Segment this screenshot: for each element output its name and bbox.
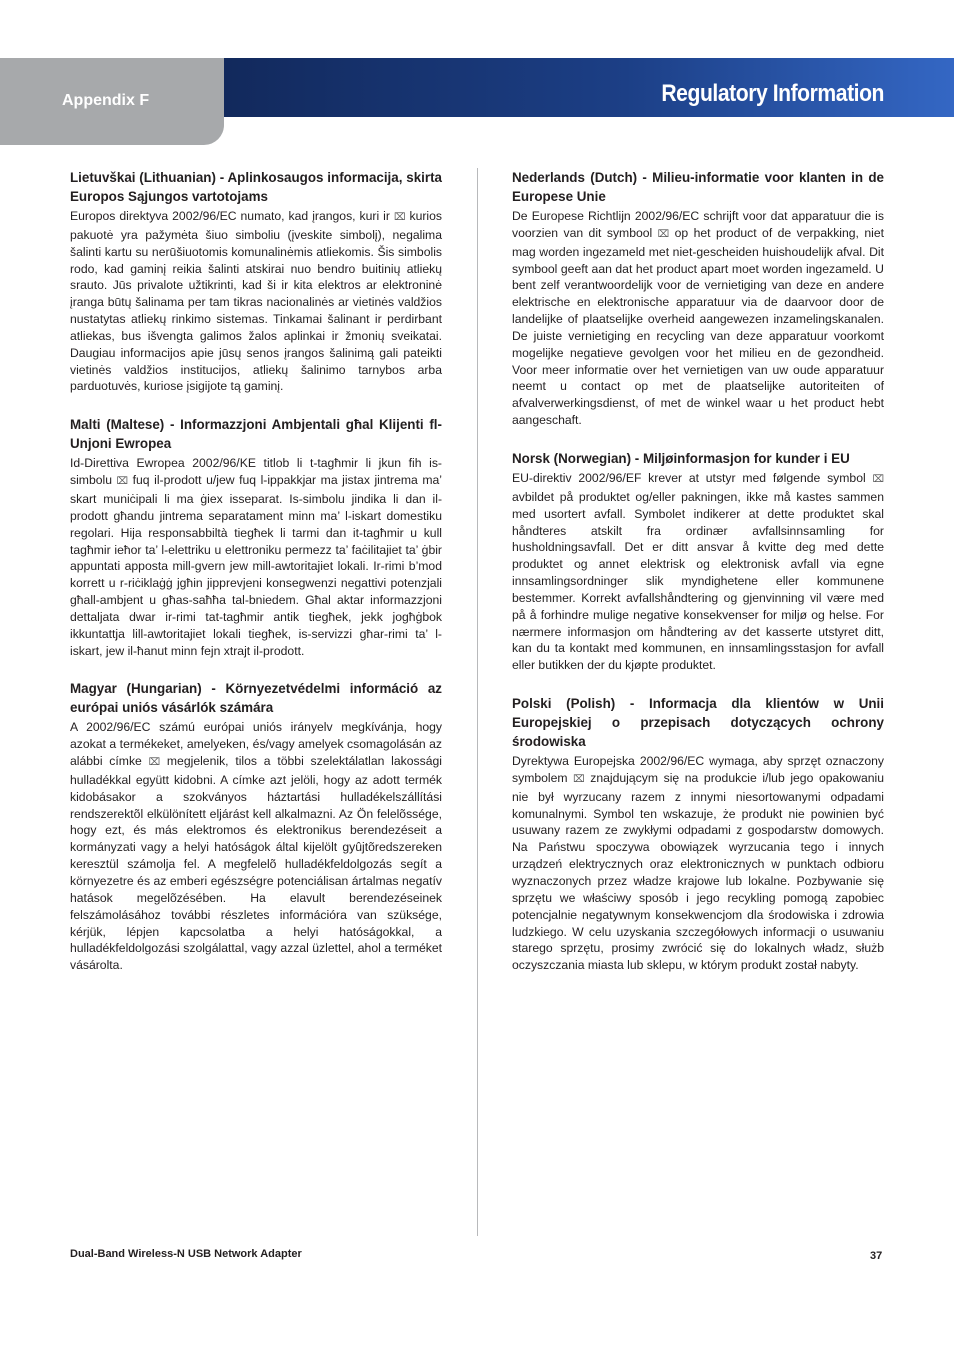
body-text: Dyrektywa Europejska 2002/96/EC wymaga, aby sprzęt oznaczony symbolem (512, 754, 884, 785)
section-body (70, 719, 442, 974)
footer-product-name: Dual-Band Wireless-N USB Network Adapter (70, 1248, 302, 1260)
left-column (70, 168, 442, 994)
crossed-out-bin-icon: ⌧ (116, 476, 129, 488)
section-norwegian (512, 449, 884, 674)
body-text: Id-Direttiva Ewropea 2002/96/KE titlob li t-tagħmir li jkun fih is-simbolu (70, 456, 442, 488)
section-dutch (512, 168, 884, 429)
section-hungarian (70, 679, 442, 974)
body-text: Europos direktyva 2002/96/EC numato, kad įrangos, kuri ir (70, 209, 394, 223)
section-heading: Lietuvškai (Lithuanian) - Aplinkosaugos informacija, skirta Europos Sąjungos vartotojams (70, 170, 442, 204)
section-body (512, 470, 884, 674)
crossed-out-bin-icon: ⌧ (148, 757, 161, 769)
section-polish (512, 694, 884, 974)
body-text: EU-direktiv 2002/96/EF krever at utstyr med følgende symbol (512, 470, 873, 485)
page-title: Regulatory Information (661, 80, 884, 107)
body-text: megjelenik, tilos a többi szelektálatlan lakossági hulladékkal együtt kidobni. A címke azt jelöli, hogy az adott termék kidobásakor a szokványos háztartási hulladékelszállítási rendszerektõl elkülönített eljárást kell alkalmazni. Az Ön felelõssége, hogy ezt, és más elektromos és elektronikus berendezéseit a kormányzati vagy a helyi hatóságok által kijelölt gyûjtõredszereken keresztül számolja fel. A megfelelõ hulladékfeldolgozás segít a környezetre és az emberi egészségre potenciálisan ártalmas negatív hatások megelõzésében. Ha elavult berendezéseinek felszámolásához további részletes információra van szüksége, kérjük, lépjen kapcsolatba a helyi hatóságokkal, a hulladékfeldolgozási szolgálattal, vagy azzal üzlettel, ahol a terméket vásárolta. (70, 754, 442, 973)
body-text: avbildet på produktet og/eller pakningen, ikke må kastes sammen med usortert avfall. Symbolet indikerer at dette produktet skal håndteres atskilt fra ordinær avfallsinnsamling for husholdningsavfall. Det er ditt ansvar å kvitte deg med dette produktet og annet elektrisk og elektronisk avfall via egne innsamlingsordninger slik myndighetene eller kommunene bestemmer. Korrekt avfallshåndtering og gjenvinning vil være med på å forhindre mulige negative konsekvenser for miljø og helse. For nærmere informasjon om håndtering av det kasserte utstyret ditt, kan du ta kontakt med kommunen, en innsamlingsstasjon for avfall eller butikken der du kjøpte produktet. (512, 489, 884, 673)
crossed-out-bin-icon: ⌧ (657, 228, 670, 240)
crossed-out-bin-icon: ⌧ (393, 212, 406, 223)
section-heading: Nederlands (Dutch) - Milieu-informatie voor klanten in de Europese Unie (512, 170, 884, 204)
section-heading: Magyar (Hungarian) - Környezetvédelmi információ az európai uniós vásárlók számára (70, 681, 442, 716)
body-text: op het product of de verpakking, niet mag worden ingezameld met niet-gescheiden huishoudelijk afval. Dit symbool geeft aan dat het product apart moet worden ingezameld. U bent zelf verantwoordelijk voor de vernietiging van deze en andere elektrische en elektronische apparatuur via de daarvoor door de landelijke of plaatselijke overheid aangewezen inzamelingskanalen. De juiste vernietiging en recycling van deze apparatuur voorkomt mogelijke negatieve gevolgen voor het milieu en de gezondheid. Voor meer informatie over het vernietigen van uw oude apparatuur neemt u contact op met de plaatselijke autoriteiten of afvalverwerkingsdienst, of met de winkel waar u het product hebt aangeschaft. (512, 225, 885, 428)
section-maltese (70, 415, 442, 659)
appendix-label: Appendix F (62, 92, 150, 109)
body-text: znajdującym się na produkcie i/lub jego opakowaniu nie był wyrzucany razem z innymi niesortowanymi odpadami komunalnymi. Symbol ten wskazuje, że produkt nie powinien być usuwany razem ze zwykłymi odpadami z gospodarstw domowych. Na Państwu spoczywa obowiązek wyrzucania tego i innych urządzeń elektrycznych oraz elektronicznych w punktach odbioru wyznaczonych przez władze krajowe lub lokalne. Pozbywanie się sprzętu we właściwy sposób i jego recykling pomogą zapobiec potencjalnie negatywnym konsekwencjom dla środowiska i zdrowia ludzkiego. W celu uzyskania szczegółowych informacji o usuwaniu starego sprzętu, prosimy zwrócić się do lokalnych władz, służb oczyszczania miasta lub sklepu, w którym produkt został nabyty. (512, 770, 885, 973)
section-body (512, 208, 884, 429)
section-body (70, 455, 442, 659)
section-body (70, 208, 442, 395)
body-text: fuq il-prodott u/jew fuq l-ippakkjar ma jistax jintrema ma’ skart muniċipali li ma ġiex isseparat. Is-simbolu jindika li dan il-prodott għandu jintrema separatament minn ma’ l-iskart domestiku regolari. Hija responsabbiltà tiegħek li tarmi dan it-tagħmir u kull tagħmir ieħor ta’ l-elettriku u elettroniku permezz ta’ faċilitajiet ta’ ġbir appuntati apposta mill-gvern jew mill-awtoritajiet lokali. Ir-rimi b’mod korrett u r-riċiklaġġ jgħin jipprevjeni konsegwenzi negattivi potenzjali għall-ambjent u għas-saħħa tal-bniedem. Għal aktar informazzjoni dettaljata dwar ir-rimi tat-tagħmir antik tiegħek, jekk jogħġbok ikkuntattja lill-awtoritajiet lokali tiegħek, is-servizzi għar-rimi ta’ l-iskart, jew il-ħanut minn fejn xtrajt il-prodott. (70, 473, 442, 658)
body-text: De Europese Richtlijn 2002/96/EC schrijft voor dat apparatuur die is voorzien van dit symbool (512, 209, 884, 240)
right-column (512, 168, 884, 994)
section-heading: Malti (Maltese) - Informazzjoni Ambjentali għal Klijenti fl-Unjoni Ewropea (70, 417, 442, 452)
body-text: A 2002/96/EC számú európai uniós irányelv megkívánja, hogy azokat a termékeket, amelyeken, és/vagy amelyek csomagolásán az alábbi címke (70, 720, 442, 769)
section-heading: Norsk (Norwegian) - Miljøinformasjon for kunder i EU (512, 450, 850, 466)
section-lithuanian (70, 168, 442, 395)
crossed-out-bin-icon: ⌧ (573, 773, 585, 785)
footer-page-number: 37 (870, 1250, 883, 1262)
section-body (512, 753, 884, 974)
column-divider (477, 168, 478, 1236)
section-heading: Polski (Polish) - Informacja dla klientów w Unii Europejskiej o przepisach dotyczących ochrony środowiska (512, 696, 884, 750)
body-text: kurios pakuotė yra pažymėta šiuo simboliu (įveskite simbolį), negalima šalinti kartu su nerūšiuotomis komunalinėmis atliekomis. Šis simbolis rodo, kad gaminį reikia šalinti atskirai nuo bendro buitinių atliekų srauto. Jūs privalote užtikrinti, kad ši ir kita elektros ar elektroninė įranga būtų šalinama per tam tikras nacionalinės ar vietinės valdžios nustatytas atliekų rinkimo sistemas. Tinkamai šalinant ir perdirbant atliekas, bus išvengta galimos žalos aplinkai ir žmonių sveikatai. Daugiau informacijos apie jūsų senos įrangos šalinimą gali pateikti vietinės valdžios institucijos, atliekų šalinimo tarnybos arba parduotuvės, kuriose įsigijote tą gaminį. (70, 209, 442, 394)
crossed-out-bin-icon: ⌧ (872, 473, 884, 485)
